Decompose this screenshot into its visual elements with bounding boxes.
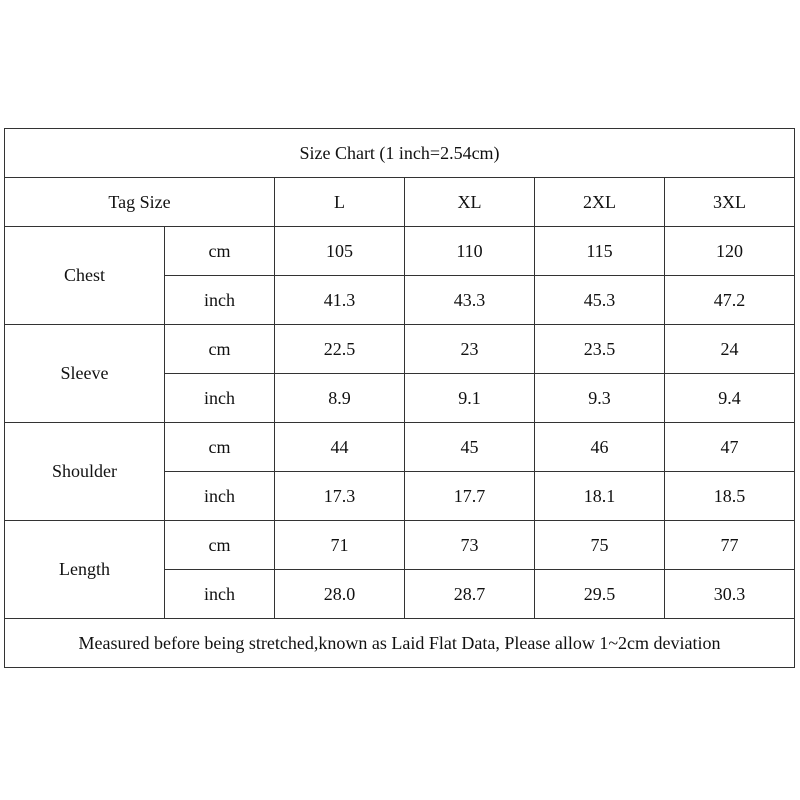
value-cell: 18.1 bbox=[535, 472, 665, 521]
measurement-name: Sleeve bbox=[5, 325, 165, 423]
unit-label: cm bbox=[165, 227, 275, 276]
unit-label: inch bbox=[165, 472, 275, 521]
value-cell: 45.3 bbox=[535, 276, 665, 325]
table-row bbox=[5, 521, 795, 570]
title-row bbox=[5, 129, 795, 178]
value-cell: 30.3 bbox=[665, 570, 795, 619]
unit-label: cm bbox=[165, 423, 275, 472]
value-cell: 8.9 bbox=[275, 374, 405, 423]
measurement-name: Chest bbox=[5, 227, 165, 325]
value-cell: 22.5 bbox=[275, 325, 405, 374]
unit-label: inch bbox=[165, 276, 275, 325]
value-cell: 23.5 bbox=[535, 325, 665, 374]
value-cell: 18.5 bbox=[665, 472, 795, 521]
measurement-name: Shoulder bbox=[5, 423, 165, 521]
value-cell: 28.0 bbox=[275, 570, 405, 619]
deviation-note: Measured before being stretched,known as Laid Flat Data, Please allow 1~2cm deviation bbox=[5, 619, 795, 668]
table-row bbox=[5, 227, 795, 276]
footer-row bbox=[5, 619, 795, 668]
value-cell: 71 bbox=[275, 521, 405, 570]
value-cell: 28.7 bbox=[405, 570, 535, 619]
unit-label: inch bbox=[165, 374, 275, 423]
value-cell: 9.3 bbox=[535, 374, 665, 423]
value-cell: 45 bbox=[405, 423, 535, 472]
unit-label: cm bbox=[165, 521, 275, 570]
value-cell: 47.2 bbox=[665, 276, 795, 325]
value-cell: 73 bbox=[405, 521, 535, 570]
value-cell: 110 bbox=[405, 227, 535, 276]
size-header: XL bbox=[405, 178, 535, 227]
value-cell: 9.4 bbox=[665, 374, 795, 423]
value-cell: 23 bbox=[405, 325, 535, 374]
value-cell: 29.5 bbox=[535, 570, 665, 619]
unit-label: cm bbox=[165, 325, 275, 374]
unit-label: inch bbox=[165, 570, 275, 619]
value-cell: 24 bbox=[665, 325, 795, 374]
value-cell: 120 bbox=[665, 227, 795, 276]
size-chart-table bbox=[4, 128, 795, 668]
tag-size-label: Tag Size bbox=[5, 178, 275, 227]
value-cell: 9.1 bbox=[405, 374, 535, 423]
value-cell: 47 bbox=[665, 423, 795, 472]
size-header: 2XL bbox=[535, 178, 665, 227]
value-cell: 77 bbox=[665, 521, 795, 570]
value-cell: 115 bbox=[535, 227, 665, 276]
chart-title: Size Chart (1 inch=2.54cm) bbox=[5, 129, 795, 178]
table-row bbox=[5, 423, 795, 472]
value-cell: 75 bbox=[535, 521, 665, 570]
value-cell: 44 bbox=[275, 423, 405, 472]
value-cell: 43.3 bbox=[405, 276, 535, 325]
value-cell: 41.3 bbox=[275, 276, 405, 325]
table-row bbox=[5, 325, 795, 374]
value-cell: 105 bbox=[275, 227, 405, 276]
value-cell: 17.7 bbox=[405, 472, 535, 521]
measurement-name: Length bbox=[5, 521, 165, 619]
header-row bbox=[5, 178, 795, 227]
size-header: L bbox=[275, 178, 405, 227]
value-cell: 17.3 bbox=[275, 472, 405, 521]
value-cell: 46 bbox=[535, 423, 665, 472]
size-header: 3XL bbox=[665, 178, 795, 227]
